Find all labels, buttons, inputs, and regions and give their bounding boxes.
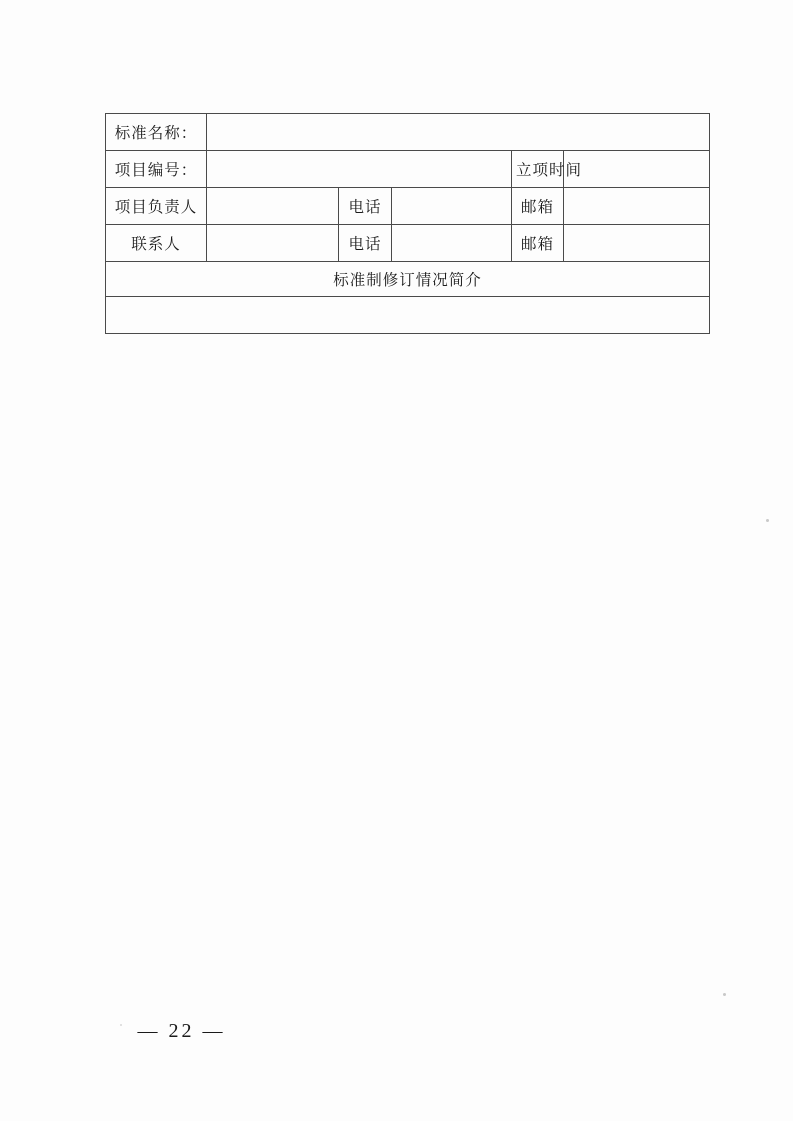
field-standard-revision-summary[interactable] <box>106 297 710 334</box>
standard-revision-form <box>105 113 710 334</box>
page-number-text: — 22 — <box>137 1020 226 1042</box>
field-standard-name[interactable] <box>207 114 710 151</box>
field-contact-email[interactable] <box>564 225 710 262</box>
section-title-standard-revision-summary: 标准制修订情况简介 <box>106 262 710 297</box>
field-project-number[interactable] <box>207 151 512 188</box>
table-row-section-body <box>106 297 710 334</box>
page-number <box>0 1020 793 1043</box>
label-contact-email: 邮箱 <box>512 225 564 262</box>
table-row-project-leader <box>106 188 710 225</box>
field-contact-person[interactable] <box>207 225 339 262</box>
label-leader-phone: 电话 <box>339 188 392 225</box>
table-row-project-number <box>106 151 710 188</box>
label-project-leader: 项目负责人 <box>106 188 207 225</box>
field-leader-phone[interactable] <box>392 188 512 225</box>
label-approval-date: 立项时间 <box>512 151 564 188</box>
field-leader-email[interactable] <box>564 188 710 225</box>
label-leader-email: 邮箱 <box>512 188 564 225</box>
label-contact-phone: 电话 <box>339 225 392 262</box>
label-contact-person: 联系人 <box>106 225 207 262</box>
table-row-contact-person <box>106 225 710 262</box>
field-contact-phone[interactable] <box>392 225 512 262</box>
scan-speckle <box>723 993 726 996</box>
scan-speckle <box>766 519 769 522</box>
field-approval-date[interactable] <box>564 151 710 188</box>
field-project-leader[interactable] <box>207 188 339 225</box>
label-project-number: 项目编号： <box>106 151 207 188</box>
table-row-standard-name <box>106 114 710 151</box>
label-standard-name: 标准名称： <box>106 114 207 151</box>
table-row-section-title <box>106 262 710 297</box>
